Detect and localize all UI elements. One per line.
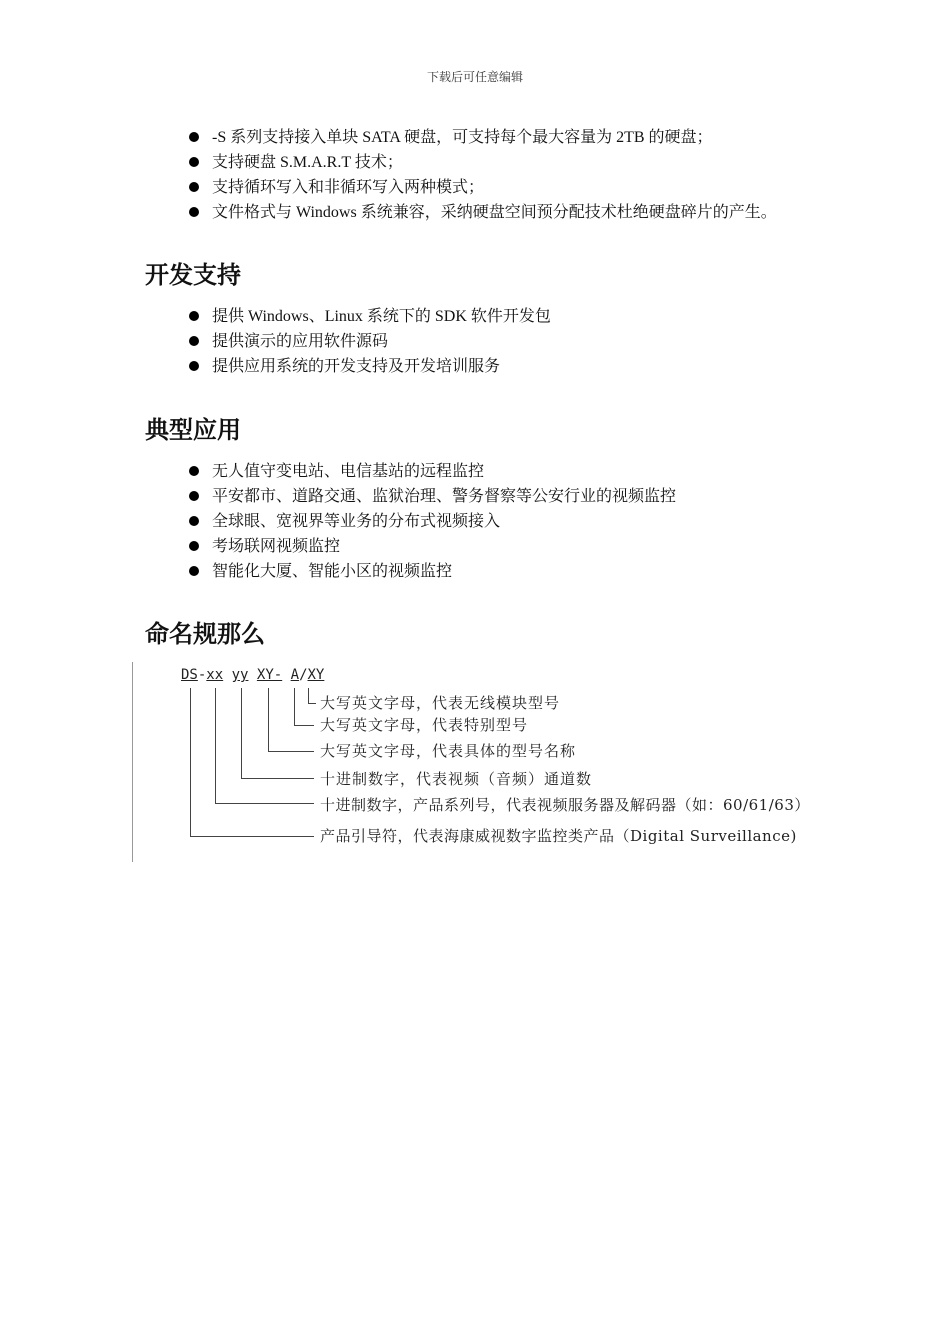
- page-header-note: 下载后可任意编辑: [426, 70, 523, 84]
- code-yy: yy: [231, 667, 249, 683]
- naming-desc-series: 十进制数字，产品系列号，代表视频服务器及解码器（如：60/61/63）: [320, 796, 810, 814]
- list-item-text: 全球眼、宽视界等业务的分布式视频接入: [212, 513, 501, 530]
- connector-yy: [241, 688, 242, 778]
- connector-a-h: [294, 725, 314, 726]
- bullet-icon: [189, 491, 199, 501]
- connector-xy2-h: [308, 703, 316, 704]
- connector-a: [294, 688, 295, 725]
- connector-xy-h: [268, 751, 314, 752]
- list-item: [189, 559, 676, 584]
- list-item-text: 支持循环写入和非循环写入两种模式；: [212, 179, 485, 196]
- list-item-text: 文件格式与 Windows 系统兼容，采纳硬盘空间预分配技术杜绝硬盘碎片的产生。: [212, 204, 777, 221]
- list-item-text: 考场联网视频监控: [212, 538, 341, 555]
- bullet-icon: [189, 207, 199, 217]
- list-item-text: 无人值守变电站、电信基站的远程监控: [212, 463, 485, 480]
- list-item-text: 提供 Windows、Linux 系统下的 SDK 软件开发包: [212, 308, 551, 325]
- connector-xy: [268, 688, 269, 751]
- code-ds: DS: [181, 667, 198, 683]
- connector-yy-h: [241, 778, 314, 779]
- naming-desc-model: 大写英文字母，代表具体的型号名称: [320, 742, 577, 760]
- list-item-text: 智能化大厦、智能小区的视频监控: [212, 563, 453, 580]
- bullet-icon: [189, 516, 199, 526]
- list-item: [189, 534, 676, 559]
- dev-support-list: [189, 304, 551, 379]
- bullet-icon: [189, 336, 199, 346]
- bullet-icon: [189, 541, 199, 551]
- naming-desc-channels: 十进制数字，代表视频（音频）通道数: [320, 770, 593, 788]
- bullet-icon: [189, 566, 199, 576]
- connector-xy2: [308, 688, 309, 703]
- list-item: [189, 509, 676, 534]
- connector-ds-h: [190, 836, 314, 837]
- code-slash: /: [299, 667, 308, 683]
- list-item: [189, 200, 777, 225]
- code-a: A: [290, 667, 300, 683]
- naming-desc-special: 大写英文字母，代表特别型号: [320, 716, 529, 734]
- connector-xx: [215, 688, 216, 803]
- section-title-dev-support: 开发支持: [145, 261, 241, 289]
- list-item-text: 支持硬盘 S.M.A.R.T 技术；: [212, 154, 403, 171]
- connector-xx-h: [215, 803, 314, 804]
- list-item-text: 平安都市、道路交通、监狱治理、警务督察等公安行业的视频监控: [212, 488, 677, 505]
- list-item-text: 提供演示的应用软件源码: [212, 333, 389, 350]
- applications-list: [189, 459, 676, 584]
- naming-code: [181, 667, 324, 683]
- code-dash: -: [197, 667, 207, 683]
- list-item: [189, 354, 551, 379]
- list-item: [189, 459, 676, 484]
- naming-desc-prefix: 产品引导符，代表海康威视数字监控类产品（Digital Surveillance): [320, 827, 797, 845]
- code-xy2: XY: [307, 667, 325, 683]
- list-item-text: -S 系列支持接入单块 SATA 硬盘，可支持每个最大容量为 2TB 的硬盘；: [212, 129, 713, 146]
- connector-ds: [190, 688, 191, 836]
- list-item: [189, 150, 777, 175]
- list-item: [189, 304, 551, 329]
- section-title-naming: 命名规那么: [145, 620, 265, 648]
- code-xy: XY-: [256, 667, 283, 683]
- bullet-icon: [189, 466, 199, 476]
- bullet-icon: [189, 132, 199, 142]
- list-item: [189, 175, 777, 200]
- storage-list: [189, 125, 777, 225]
- list-item: [189, 484, 676, 509]
- list-item: [189, 125, 777, 150]
- list-item: [189, 329, 551, 354]
- bullet-icon: [189, 361, 199, 371]
- bullet-icon: [189, 157, 199, 167]
- naming-desc-wireless: 大写英文字母，代表无线模块型号: [320, 694, 561, 712]
- list-item-text: 提供应用系统的开发支持及开发培训服务: [212, 358, 501, 375]
- section-title-applications: 典型应用: [145, 416, 241, 444]
- bullet-icon: [189, 311, 199, 321]
- code-xx: xx: [206, 667, 224, 683]
- bullet-icon: [189, 182, 199, 192]
